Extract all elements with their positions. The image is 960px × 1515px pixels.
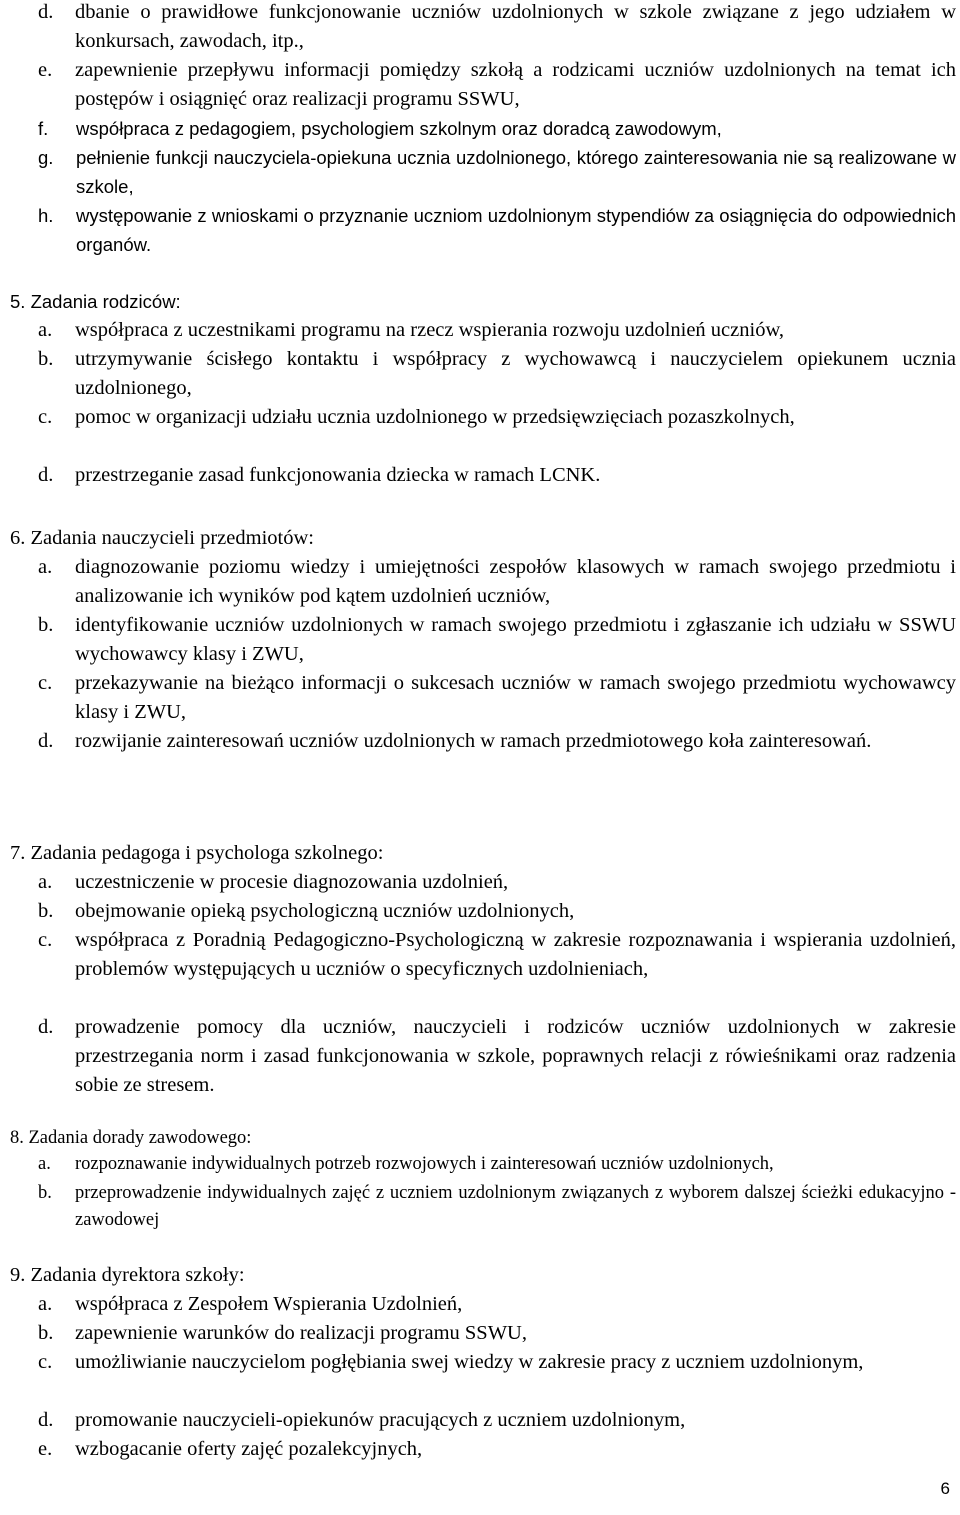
list-text: współpraca z pedagogiem, psychologiem szkolnym oraz doradcą zawodowym, (76, 118, 722, 139)
section-heading: 6. Zadania nauczycieli przedmiotów: (10, 527, 314, 549)
list-item (38, 1406, 956, 1435)
list-text: występowanie z wnioskami o przyznanie uczniom uzdolnionym stypendiów za osiągnięcia do odpowiednich organów. (76, 205, 956, 255)
list-item (38, 1435, 956, 1464)
list-letter: d. (38, 730, 54, 752)
list-letter: a. (38, 319, 53, 341)
list-letter: a. (38, 1293, 53, 1315)
list-text: dbanie o prawidłowe funkcjonowanie uczniów uzdolnionych w szkole związane z jego udziałem w konkursach, zawodach, itp., (75, 1, 956, 52)
list-letter: c. (38, 1351, 53, 1373)
list-item (38, 1348, 956, 1377)
list-text: zapewnienie przepływu informacji pomiędzy szkołą a rodzicami uczniów uzdolnionych na temat ich postępów i osiągnięć oraz realizacji programu SSWU, (75, 59, 956, 110)
list-letter: d. (38, 464, 54, 486)
section-heading: 5. Zadania rodziców: (10, 291, 181, 312)
list-text: umożliwianie nauczycielom pogłębiania swej wiedzy w zakresie pracy z uczniem uzdolnionym, (75, 1351, 864, 1373)
list-text: współpraca z Poradnią Pedagogiczno-Psychologiczną w zakresie rozpoznawania i wspierania uzdolnień, problemów występujących u uczniów o specyficznych uzdolnieniach, (75, 929, 956, 980)
list-item (38, 114, 956, 143)
list-letter: h. (38, 205, 54, 226)
list-item (38, 897, 956, 926)
list-item (38, 727, 956, 756)
list-text: wzbogacanie oferty zajęć pozalekcyjnych, (75, 1438, 423, 1460)
list-letter: g. (38, 147, 54, 168)
list-text: diagnozowanie poziomu wiedzy i umiejętności zespołów klasowych w ramach swojego przedmiotu i analizowanie ich wyników pod kątem uzdolnień uczniów, (75, 556, 956, 607)
list-text: utrzymywanie ścisłego kontaktu i współpracy z wychowawcą i nauczycielem opiekunem ucznia uzdolnionego, (75, 348, 956, 399)
list-letter: c. (38, 406, 53, 428)
list-item (38, 553, 956, 611)
list-letter: d. (38, 1, 54, 23)
list-letter: c. (38, 929, 53, 951)
list-text: pomoc w organizacji udziału ucznia uzdolnionego w przedsięwzięciach pozaszkolnych, (75, 406, 795, 428)
section-heading: 8. Zadania dorady zawodowego: (10, 1128, 252, 1148)
list-item (38, 611, 956, 669)
list-item (38, 345, 956, 403)
list-letter: b. (38, 1183, 52, 1203)
list-letter: b. (38, 1322, 54, 1344)
page-number: 6 (940, 1479, 950, 1498)
list-item (38, 461, 956, 490)
list-item (38, 56, 956, 114)
list-letter: f. (38, 118, 49, 139)
list-letter: b. (38, 348, 54, 370)
list-letter: b. (38, 900, 54, 922)
list-item (38, 926, 956, 984)
list-text: współpraca z Zespołem Wspierania Uzdolnień, (75, 1293, 463, 1315)
list-text: rozpoznawanie indywidualnych potrzeb rozwojowych i zainteresowań uczniów uzdolnionych, (75, 1154, 774, 1174)
list-text: przeprowadzenie indywidualnych zajęć z uczniem uzdolnionym związanych z wyborem dalszej ścieżki edukacyjno -zawodowej (75, 1183, 956, 1230)
list-letter: b. (38, 614, 54, 636)
list-item (38, 1151, 956, 1178)
list-item (38, 201, 956, 259)
section-heading: 9. Zadania dyrektora szkoły: (10, 1264, 245, 1286)
list-text: prowadzenie pomocy dla uczniów, nauczycieli i rodziców uczniów uzdolnionych w zakresie przestrzegania norm i zasad funkcjonowania w szkole, poprawnych relacji z rówieśnikami oraz radzenia sobie ze stresem. (75, 1016, 956, 1096)
list-letter: a. (38, 556, 53, 578)
list-item (38, 1013, 956, 1100)
list-text: przestrzeganie zasad funkcjonowania dziecka w ramach LCNK. (75, 464, 601, 486)
list-item (38, 669, 956, 727)
list-letter: e. (38, 1438, 53, 1460)
list-text: obejmowanie opieką psychologiczną uczniów uzdolnionych, (75, 900, 575, 922)
list-text: rozwijanie zainteresowań uczniów uzdolnionych w ramach przedmiotowego koła zainteresowań. (75, 730, 872, 752)
list-letter: a. (38, 1154, 51, 1174)
list-item (38, 1319, 956, 1348)
list-letter: a. (38, 871, 53, 893)
list-text: identyfikowanie uczniów uzdolnionych w ramach swojego przedmiotu i zgłaszanie ich udziału w SSWU wychowawcy klasy i ZWU, (75, 614, 956, 665)
section-heading: 7. Zadania pedagoga i psychologa szkolnego: (10, 842, 384, 864)
list-item (38, 403, 956, 432)
list-item (38, 143, 956, 201)
list-item (38, 868, 956, 897)
list-letter: e. (38, 59, 53, 81)
list-text: promowanie nauczycieli-opiekunów pracujących z uczniem uzdolnionym, (75, 1409, 686, 1431)
list-letter: d. (38, 1409, 54, 1431)
list-letter: d. (38, 1016, 54, 1038)
list-item (38, 0, 956, 56)
list-text: współpraca z uczestnikami programu na rzecz wspierania rozwoju uzdolnień uczniów, (75, 319, 785, 341)
list-text: zapewnienie warunków do realizacji programu SSWU, (75, 1322, 527, 1344)
list-text: pełnienie funkcji nauczyciela-opiekuna ucznia uzdolnionego, którego zainteresowania nie są realizowane w szkole, (76, 147, 956, 197)
list-letter: c. (38, 672, 53, 694)
list-item (38, 1180, 956, 1234)
list-text: uczestniczenie w procesie diagnozowania uzdolnień, (75, 871, 509, 893)
list-item (38, 1290, 956, 1319)
list-text: przekazywanie na bieżąco informacji o sukcesach uczniów w ramach swojego przedmiotu wychowawcy klasy i ZWU, (75, 672, 956, 723)
list-item (38, 316, 956, 345)
